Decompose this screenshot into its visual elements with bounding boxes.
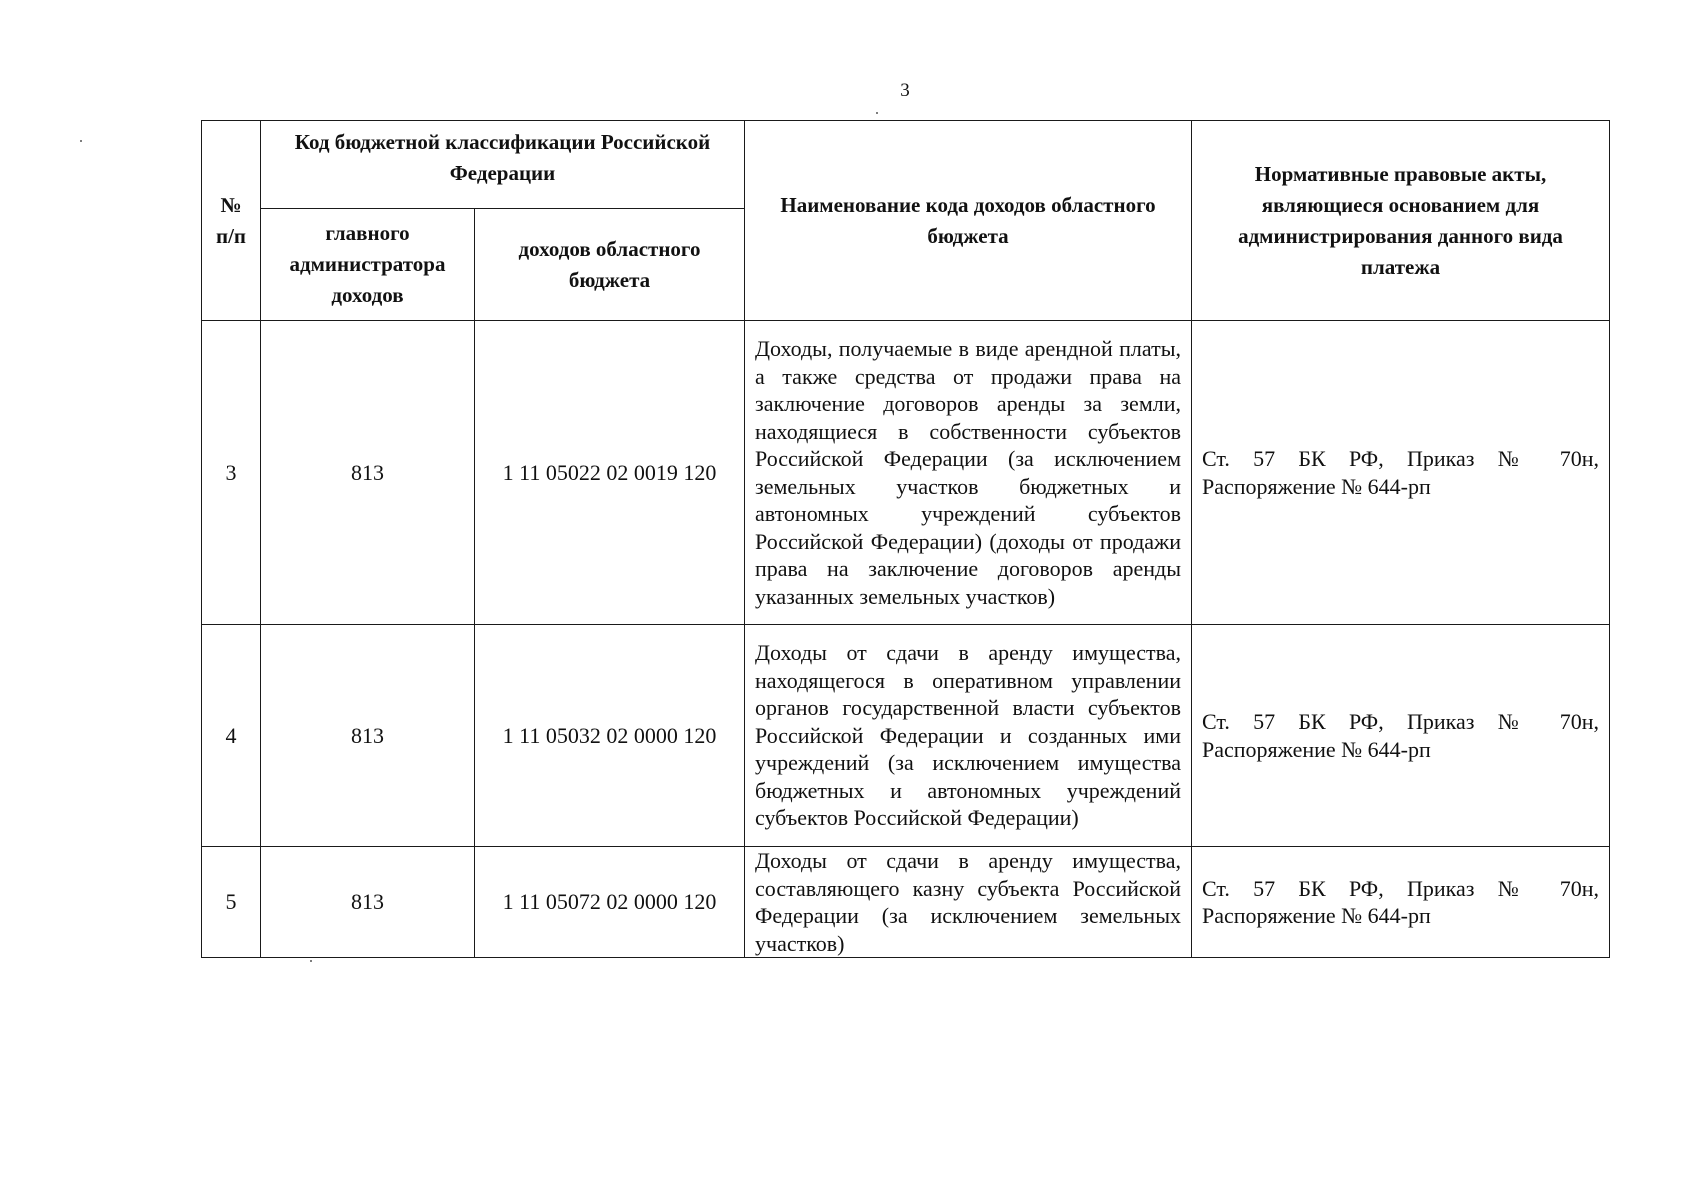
page-number: 3 (900, 80, 910, 101)
row-revenue-code: 1 11 05032 02 0000 120 (475, 625, 745, 847)
scan-speck (80, 140, 82, 142)
revenue-codes-table (201, 120, 1610, 958)
row-number: 4 (202, 625, 261, 847)
row-legal-acts: Ст. 57 БК РФ, Приказ № 70н, Распоряжение № 644-рп (1192, 625, 1610, 847)
header-regional-revenue: доходов областного бюджета (475, 209, 745, 321)
row-revenue-code: 1 11 05072 02 0000 120 (475, 847, 745, 958)
table-body (202, 321, 1610, 958)
row-revenue-code: 1 11 05022 02 0019 120 (475, 321, 745, 625)
table-row (202, 847, 1610, 958)
header-chief-administrator: главного администратора доходов (261, 209, 475, 321)
row-number: 5 (202, 847, 261, 958)
header-number: № п/п (202, 121, 261, 321)
row-administrator-code: 813 (261, 625, 475, 847)
row-legal-acts: Ст. 57 БК РФ, Приказ № 70н, Распоряжение № 644-рп (1192, 321, 1610, 625)
table-row (202, 321, 1610, 625)
header-row-top (202, 121, 1610, 209)
row-description: Доходы от сдачи в аренду имущества, составляющего казну субъекта Российской Федерации (за исключением земельных участков) (745, 847, 1192, 958)
scan-speck (876, 112, 878, 114)
table-row (202, 625, 1610, 847)
row-description: Доходы от сдачи в аренду имущества, находящегося в оперативном управлении органов государственной власти субъектов Российской Федерации и созданных ими учреждений (за исключением имущества бюджетных и автономных учреждений субъектов Российской Федерации) (745, 625, 1192, 847)
row-administrator-code: 813 (261, 321, 475, 625)
row-administrator-code: 813 (261, 847, 475, 958)
header-legal-acts: Нормативные правовые акты, являющиеся основанием для администрирования данного вида платежа (1192, 121, 1610, 321)
row-legal-acts: Ст. 57 БК РФ, Приказ № 70н, Распоряжение № 644-рп (1192, 847, 1610, 958)
header-budget-code: Код бюджетной классификации Российской Федерации (261, 121, 745, 209)
row-description: Доходы, получаемые в виде арендной платы, а также средства от продажи права на заключение договоров аренды за земли, находящиеся в собственности субъектов Российской Федерации (за исключением земельных участков бюджетных и автономных учреждений субъектов Российской Федерации) (доходы от продажи права на заключение договоров аренды указанных земельных участков) (745, 321, 1192, 625)
table-header (202, 121, 1610, 321)
row-number: 3 (202, 321, 261, 625)
scan-speck (310, 960, 312, 962)
header-code-name: Наименование кода доходов областного бюджета (745, 121, 1192, 321)
